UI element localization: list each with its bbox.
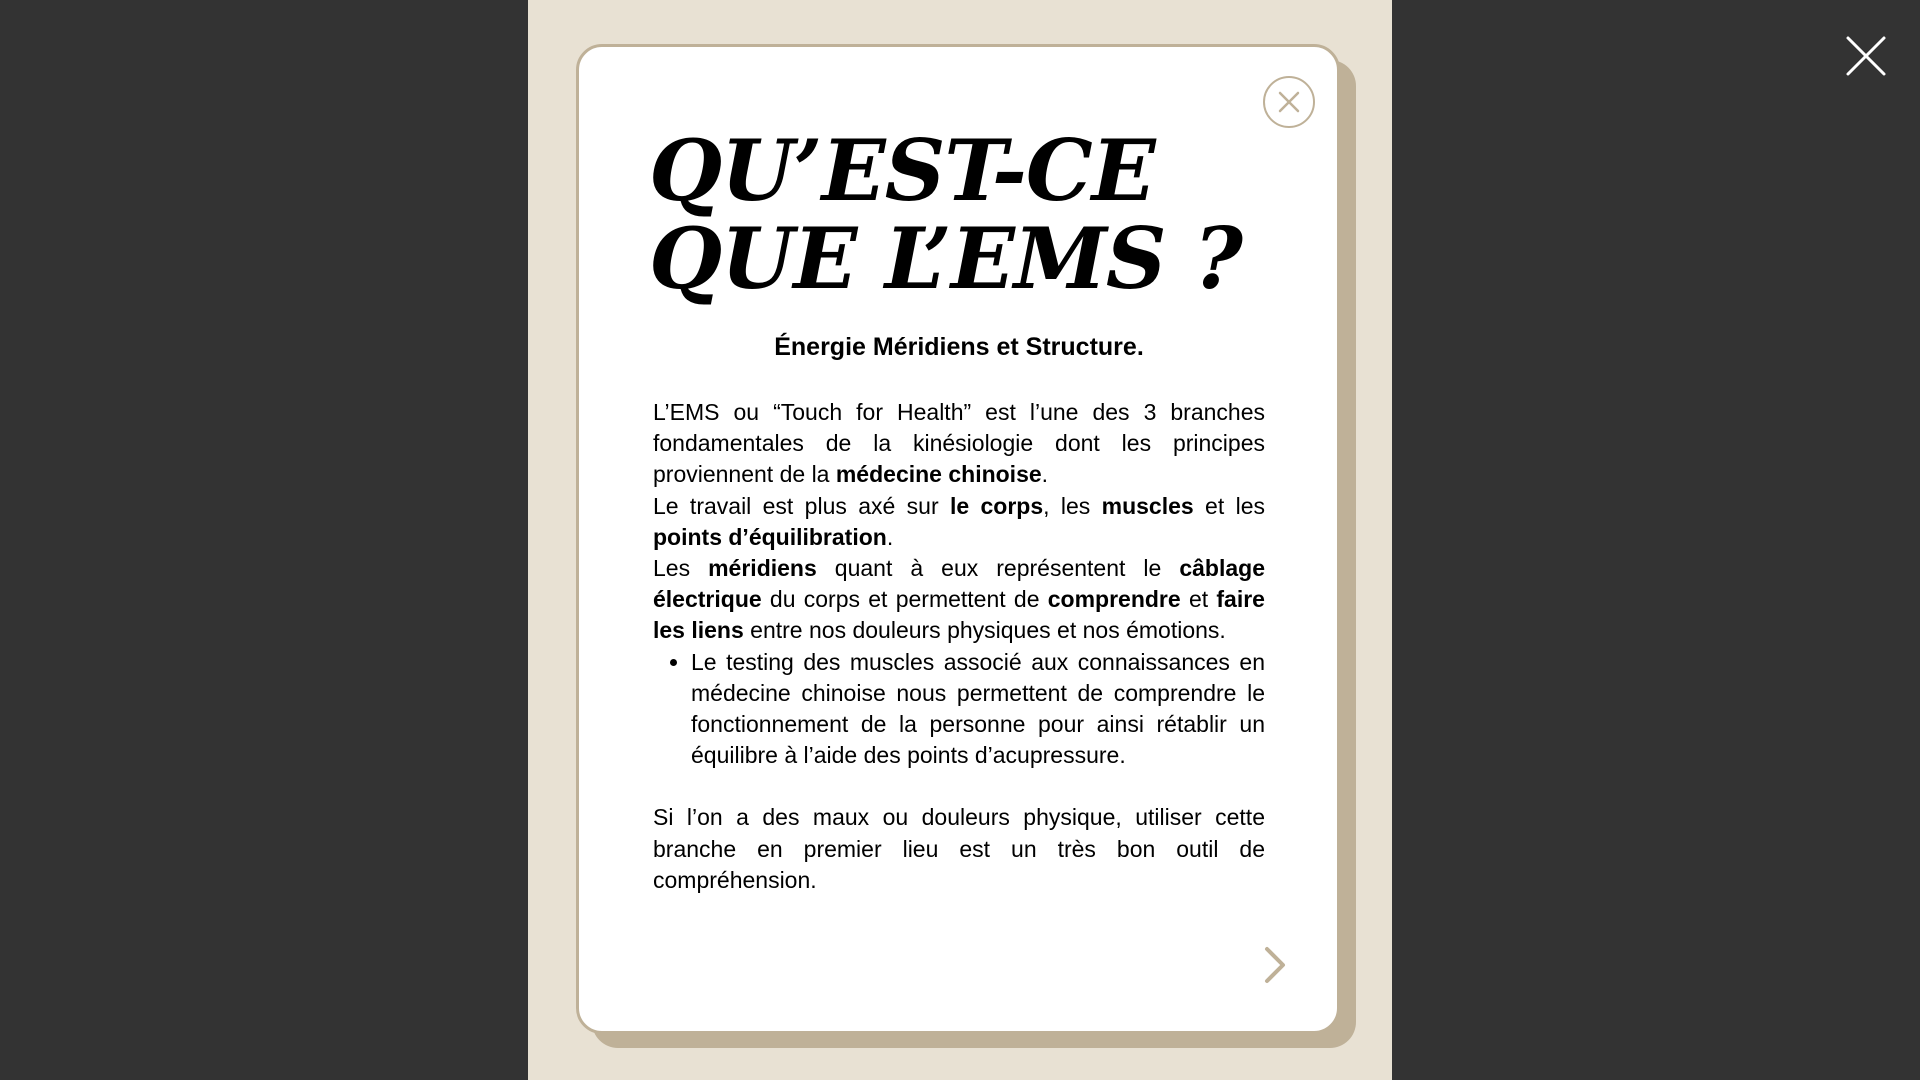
lightbox-close-button[interactable] [1844, 34, 1888, 78]
paragraph-text: Le travail est plus axé sur [653, 492, 950, 519]
page-title [649, 121, 1269, 308]
bold-text: câblage électrique [653, 555, 1265, 613]
title-line-1: QU’EST-CE [649, 121, 1155, 220]
paragraph-text: , les [1043, 492, 1102, 519]
subtitle: Énergie Méridiens et Structure. [774, 333, 1144, 361]
bold-text: le corps [949, 492, 1044, 519]
bullet-list [653, 647, 1265, 772]
list-item: • Le testing des muscles associé aux connaissances en médecine chinoise nous permettent de comprendre le fonctionnement de la personne pour ainsi rétablir un équilibre à l’aide des points d’acupressure. [691, 647, 1265, 772]
paragraph-text: entre nos douleurs physiques et nos émotions. [743, 617, 1226, 644]
next-button[interactable] [1259, 943, 1289, 987]
info-card [576, 44, 1340, 1034]
paragraph-body-focus [653, 491, 1265, 553]
paragraph-text: du corps et permettent de [761, 586, 1048, 613]
chevron-right-icon [1259, 943, 1289, 987]
paragraph-text: et [1180, 586, 1217, 613]
close-icon [1844, 34, 1888, 78]
card-body [653, 397, 1265, 896]
bold-text: médecine chinoise [835, 461, 1042, 488]
bold-text: faire les liens [653, 586, 1265, 644]
card-close-button[interactable] [1263, 76, 1315, 128]
bold-text: muscles [1101, 492, 1194, 519]
title-line-2: QUE L’EMS ? [649, 209, 1242, 308]
paragraph-intro [653, 397, 1265, 491]
paragraph-text: . [886, 523, 894, 550]
paragraph-text: quant à eux représentent le [816, 555, 1180, 582]
paragraph-conclusion: Si l’on a des maux ou douleurs physique, utiliser cette branche en premier lieu est un très bon outil de compréhension. [653, 804, 1265, 893]
bold-text: comprendre [1047, 586, 1181, 613]
paragraph-text: L’EMS ou “Touch for Health” est l’une des 3 branches fondamentales de la kinésiologie dont les principes proviennent de la [653, 399, 1265, 488]
bold-text: points d’équilibration [653, 523, 887, 550]
close-circle-icon [1278, 91, 1300, 113]
paragraph-text: Les [653, 555, 709, 582]
paragraph-text: et les [1193, 492, 1265, 519]
paragraph-meridians [653, 553, 1265, 647]
bold-text: méridiens [708, 555, 817, 582]
paragraph-text: . [1041, 461, 1049, 488]
